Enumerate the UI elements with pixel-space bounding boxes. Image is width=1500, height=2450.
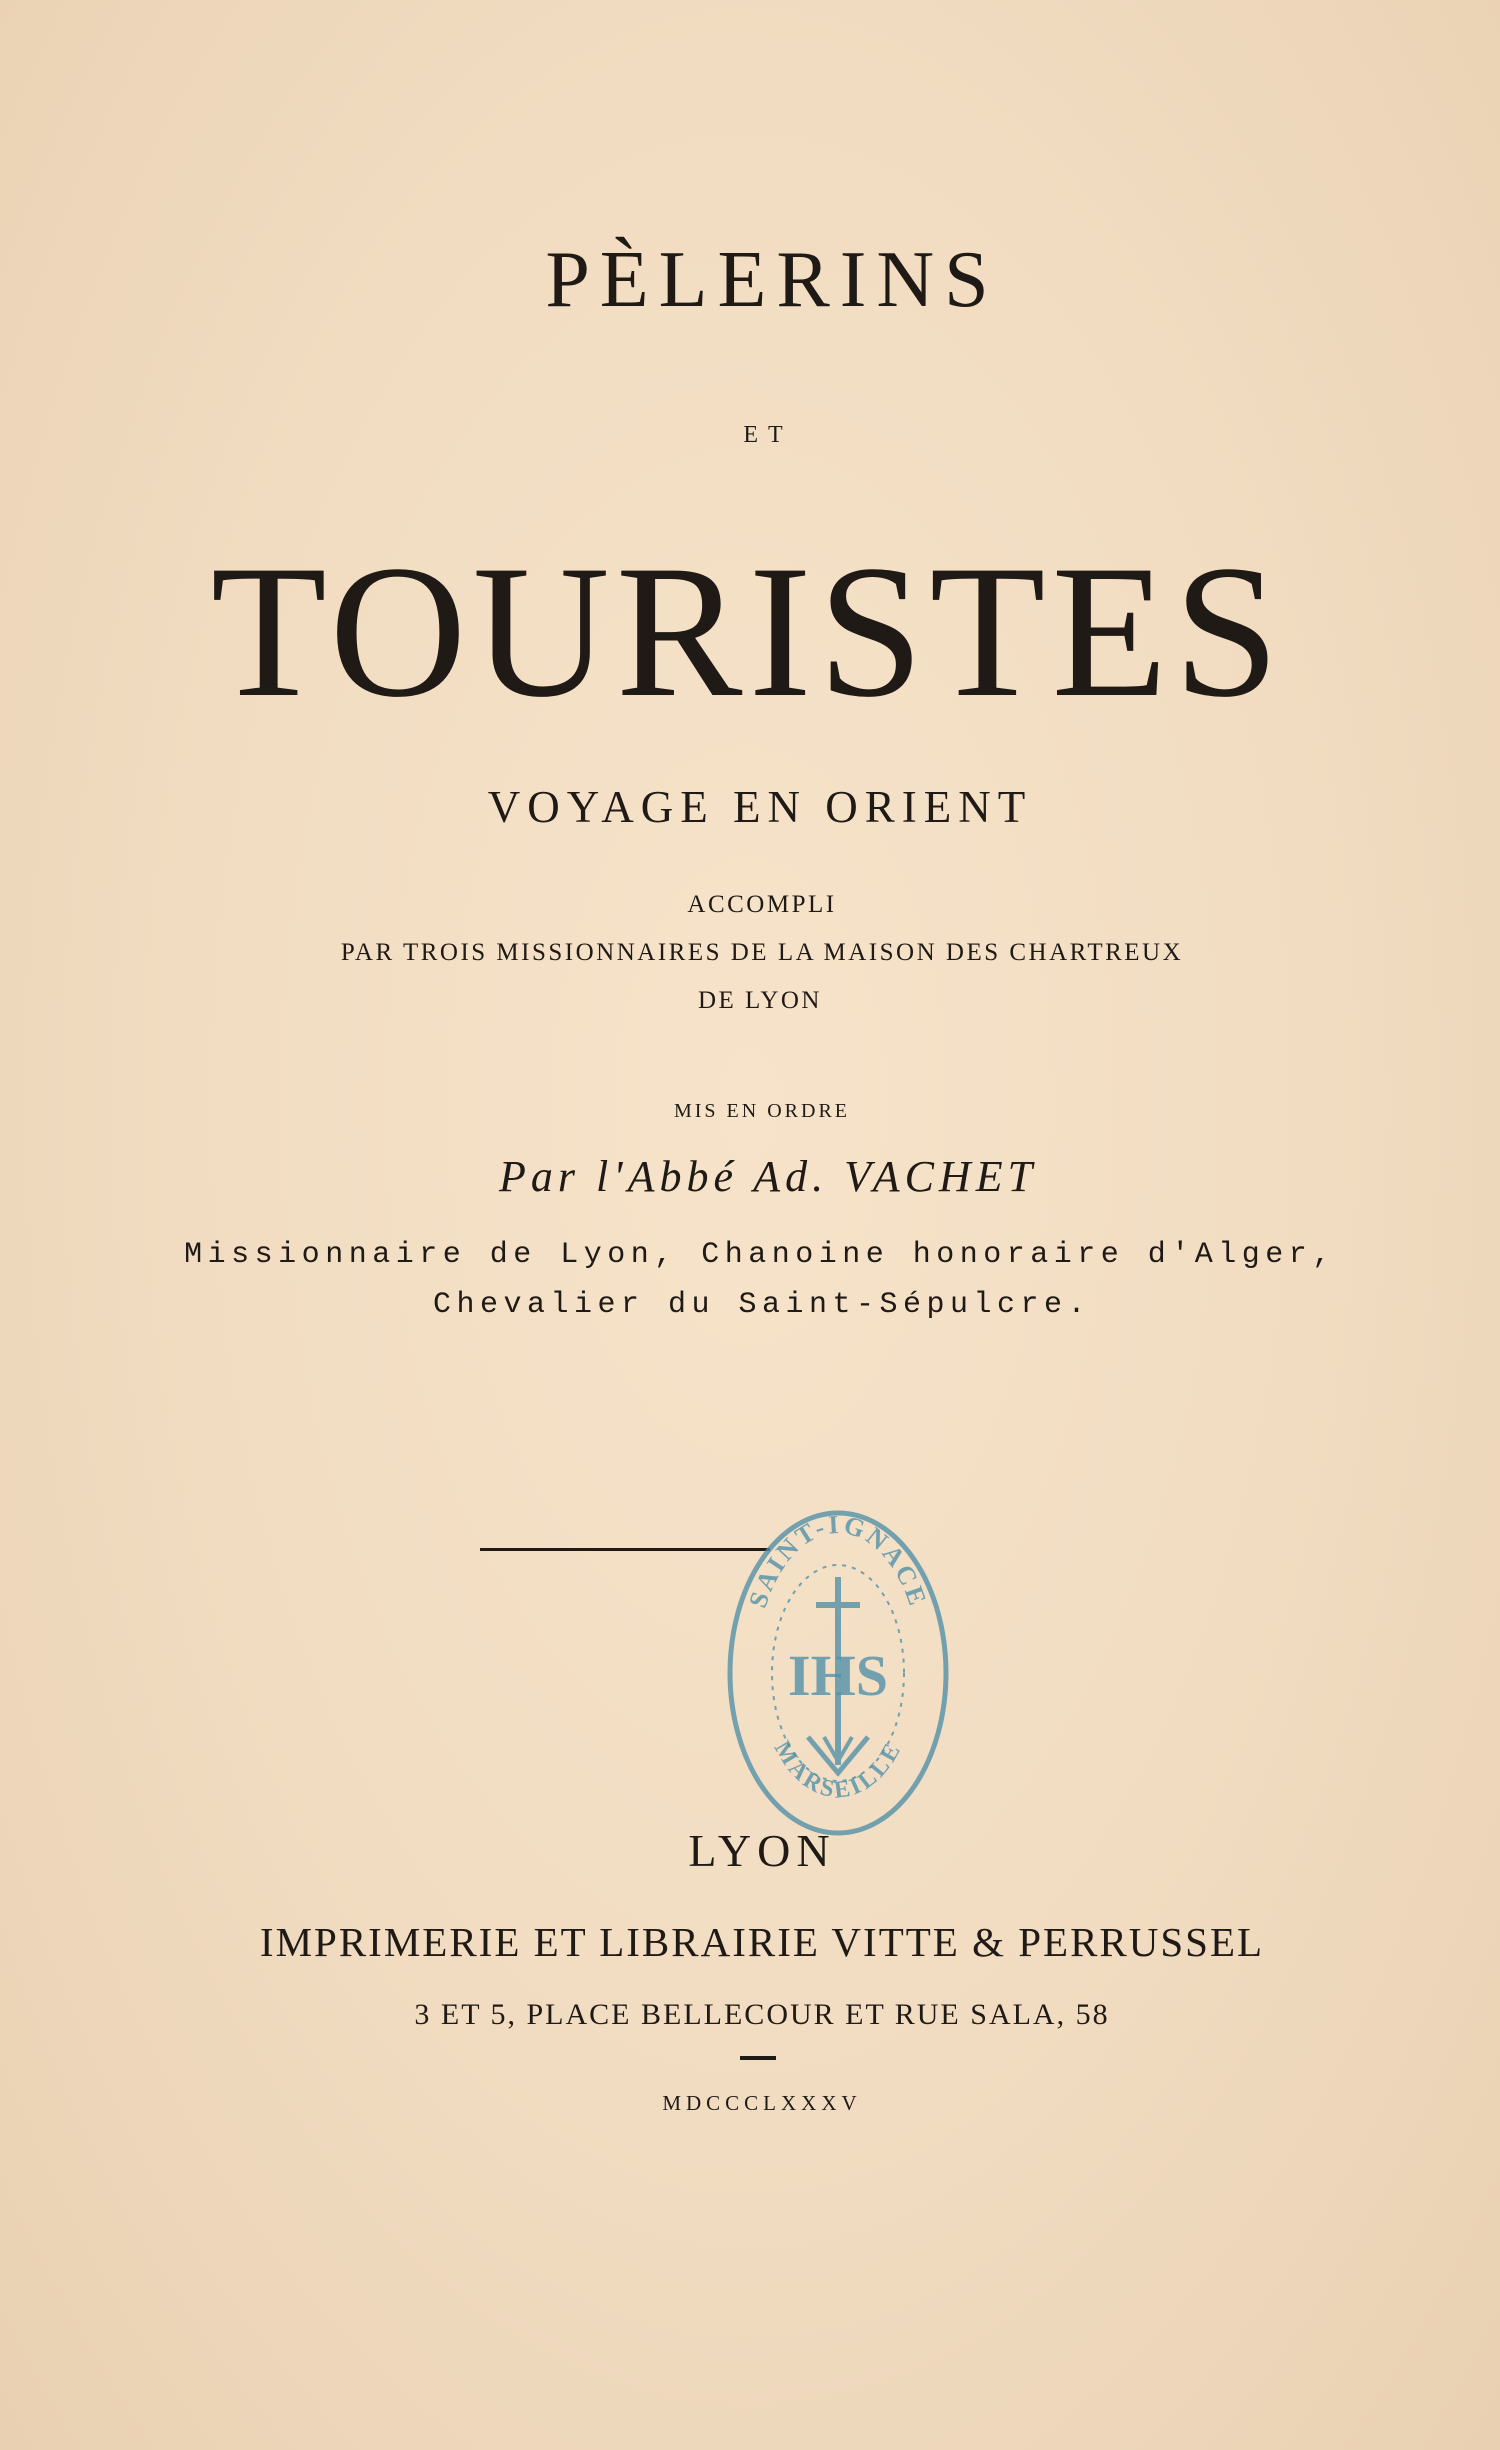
stamp-monogram: IHS bbox=[788, 1643, 888, 1708]
credit-label: MIS EN ORDRE bbox=[673, 1100, 850, 1122]
imprint-printer: IMPRIMERIE ET LIBRAIRIE VITTE & PERRUSSEL bbox=[259, 1919, 1265, 1965]
title-line-1: PÈLERINS bbox=[545, 236, 999, 324]
author-role-line-2: Chevalier du Saint-Sépulcre. bbox=[432, 1288, 1092, 1322]
title-connector: ET bbox=[743, 422, 793, 448]
description-line-2: PAR TROIS MISSIONNAIRES DE LA MAISON DES CHARTREUX bbox=[340, 939, 1184, 966]
stamp-text-bottom: MARSEILLE bbox=[768, 1736, 908, 1804]
library-stamp bbox=[724, 1505, 952, 1840]
subtitle: VOYAGE EN ORIENT bbox=[487, 782, 1033, 832]
title-line-2: TOURISTES bbox=[210, 527, 1286, 737]
imprint-year: MDCCCLXXXV bbox=[662, 2091, 862, 2115]
description-line-1: ACCOMPLI bbox=[687, 891, 837, 918]
stamp-text-top: SAINT-IGNACE bbox=[743, 1509, 933, 1612]
imprint-city: LYON bbox=[688, 1825, 836, 1876]
author-role-line-1: Missionnaire de Lyon, Chanoine honoraire d'Alger, bbox=[184, 1238, 1336, 1272]
imprint-dash bbox=[740, 2056, 776, 2060]
imprint-address: 3 ET 5, PLACE BELLECOUR ET RUE SALA, 58 bbox=[414, 1998, 1110, 2031]
description-line-3: DE LYON bbox=[697, 987, 822, 1014]
author-name: Par l'Abbé Ad. VACHET bbox=[498, 1152, 1038, 1201]
